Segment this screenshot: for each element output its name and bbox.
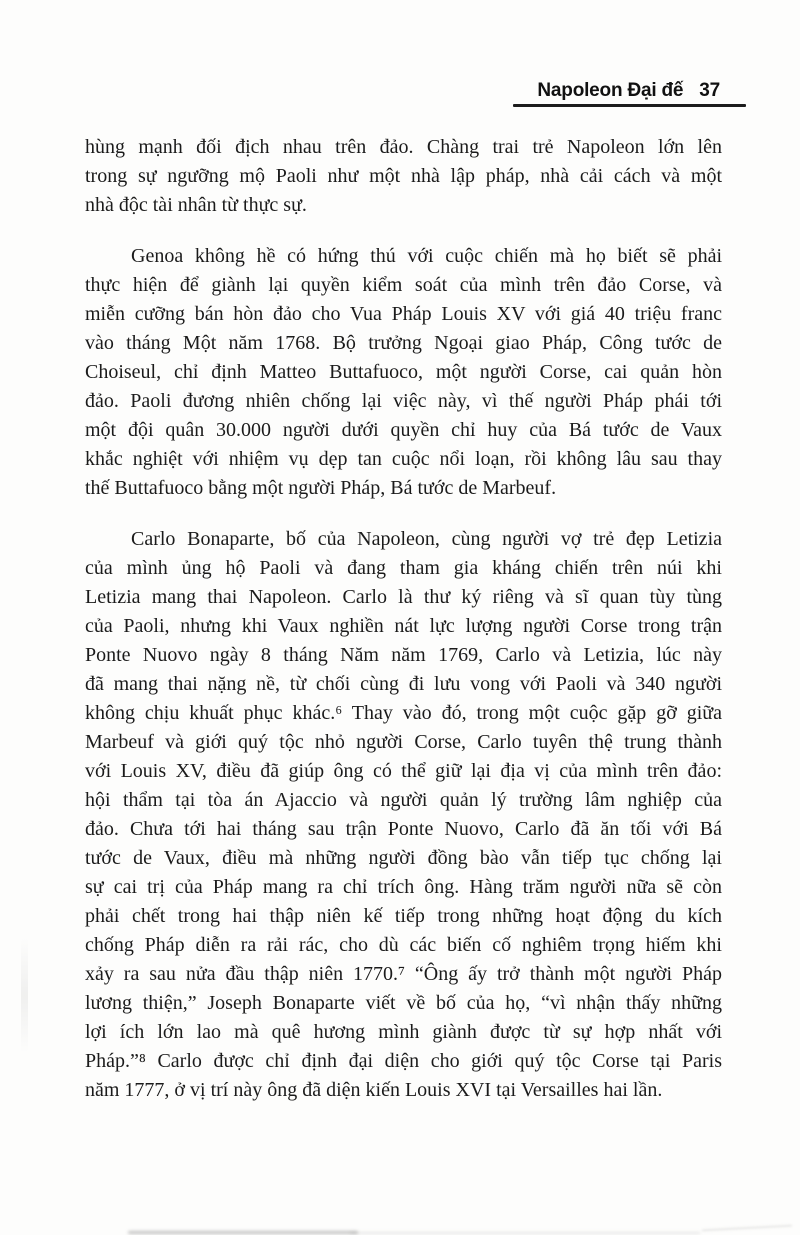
text-line: với Louis XV, điều đã giúp ông có thể giữ lại địa vị của mình trên đảo: (85, 760, 722, 782)
text-line: của Paoli, nhưng khi Vaux nghiền nát lực lượng người Corse trong trận (85, 615, 722, 637)
text-line: trong sự ngưỡng mộ Paoli như một nhà lập pháp, nhà cải cách và một (85, 165, 722, 187)
scan-artifact-corner-tick (702, 1225, 792, 1232)
running-head (537, 80, 720, 102)
text-line: Letizia mang thai Napoleon. Carlo là thư ký riêng và sĩ quan tùy tùng (85, 586, 722, 608)
book-title: Napoleon Đại đế (537, 80, 684, 101)
text-line: chống Pháp diễn ra rải rác, cho dù các biến cố nghiêm trọng hiếm khi (85, 934, 722, 956)
text-line: năm 1777, ở vị trí này ông đã diện kiến Louis XVI tại Versailles hai lần. (85, 1079, 663, 1101)
text-line: đảo. Chưa tới hai tháng sau trận Ponte Nuovo, Carlo đã ăn tối với Bá (85, 818, 722, 840)
text-line: Marbeuf và giới quý tộc nhỏ người Corse, Carlo tuyên thệ trung thành (85, 731, 722, 753)
page-number: 37 (699, 80, 720, 101)
text-line: của mình ủng hộ Paoli và đang tham gia kháng chiến trên núi khi (85, 557, 722, 579)
text-line: Carlo Bonaparte, bố của Napoleon, cùng người vợ trẻ đẹp Letizia (131, 528, 722, 550)
text-line: thực hiện để giành lại quyền kiểm soát của mình trên đảo Corse, và (85, 274, 722, 296)
paragraph (85, 525, 722, 1105)
text-line: vào tháng Một năm 1768. Bộ trưởng Ngoại giao Pháp, Công tước de (85, 332, 722, 354)
text-line: sự cai trị của Pháp mang ra chỉ trích ông. Hàng trăm người nữa sẽ còn (85, 876, 722, 898)
text-line: xảy ra sau nửa đầu thập niên 1770.⁷ “Ông ấy trở thành một người Pháp (85, 963, 722, 985)
scan-artifact-left-streak (21, 938, 28, 1053)
text-line: lương thiện,” Joseph Bonaparte viết về bố của họ, “vì nhận thấy những (85, 992, 722, 1014)
paragraph (85, 133, 722, 220)
text-line: Pháp.”⁸ Carlo được chỉ định đại diện cho giới quý tộc Corse tại Paris (85, 1050, 722, 1072)
scan-artifact-bottom-smudge-light (350, 1232, 700, 1234)
text-line: hội thẩm tại tòa án Ajaccio và người quản lý trường lâm nghiệp của (85, 789, 722, 811)
text-line: tước de Vaux, điều mà những người đồng bào vẫn tiếp tục chống lại (85, 847, 722, 869)
text-line: đảo. Paoli đương nhiên chống lại việc này, vì thế người Pháp phái tới (85, 390, 722, 412)
text-line: đã mang thai nặng nề, từ chối cùng đi lưu vong với Paoli và 340 người (85, 673, 722, 695)
header-rule (513, 104, 746, 107)
text-line: không chịu khuất phục khác.⁶ Thay vào đó, trong một cuộc gặp gỡ giữa (85, 702, 722, 724)
text-line: phải chết trong hai thập niên kế tiếp trong những hoạt động du kích (85, 905, 722, 927)
text-line: miễn cưỡng bán hòn đảo cho Vua Pháp Louis XV với giá 40 triệu franc (85, 303, 722, 325)
text-line: thế Buttafuoco bằng một người Pháp, Bá tước de Marbeuf. (85, 477, 557, 499)
paragraph (85, 242, 722, 503)
text-line: nhà độc tài nhân từ thực sự. (85, 194, 307, 216)
text-line: hùng mạnh đối địch nhau trên đảo. Chàng trai trẻ Napoleon lớn lên (85, 136, 722, 158)
text-line: lợi ích lớn lao mà quê hương mình giành được từ sự hợp nhất với (85, 1021, 722, 1043)
text-line: Choiseul, chỉ định Matteo Buttafuoco, một người Corse, cai quản hòn (85, 361, 722, 383)
text-line: Ponte Nuovo ngày 8 tháng Năm năm 1769, Carlo và Letizia, lúc này (85, 644, 722, 666)
page-body (85, 133, 722, 1105)
text-line: khắc nghiệt với nhiệm vụ dẹp tan cuộc nổi loạn, rồi không lâu sau thay (85, 448, 722, 470)
scan-artifact-bottom-smudge (128, 1231, 358, 1234)
text-line: một đội quân 30.000 người dưới quyền chỉ huy của Bá tước de Vaux (85, 419, 722, 441)
text-line: Genoa không hề có hứng thú với cuộc chiến mà họ biết sẽ phải (131, 245, 722, 267)
